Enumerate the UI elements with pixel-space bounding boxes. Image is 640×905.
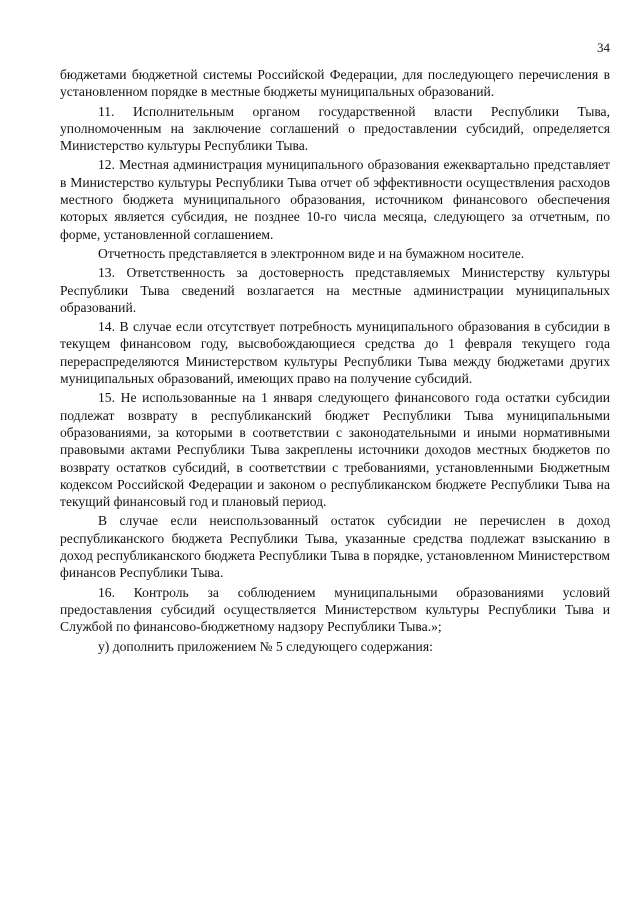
paragraph-item-16: 16. Контроль за соблюдением муниципальными образованиями условий предоставления субсидий осуществляется Министерством культуры Республики Тыва и Службой по финансово-бюджетному надзору Республики Тыва.»; [60, 584, 610, 635]
page-number: 34 [597, 40, 610, 55]
paragraph-amendment-u: у) дополнить приложением № 5 следующего содержания: [98, 638, 433, 654]
document-body [60, 66, 610, 657]
paragraph-unused-balance: В случае если неиспользованный остаток субсидии не перечислен в доход республиканского бюджета Республики Тыва, указанные средства подлежат взысканию в доход республиканского бюджета Республики Тыва в порядке, установленном Министерством финансов Республики Тыва. [60, 513, 610, 581]
paragraph-item-12: 12. Местная администрация муниципального образования ежеквартально представляет в Министерство культуры Республики Тыва отчет об эффективности осуществления расходов местного бюджета муниципального образования, источником финансового обеспечения которых является субсидия, не позднее 10-го числа месяца, следующего за отчетным, по форме, установленной соглашением. [60, 157, 610, 242]
paragraph-item-14: 14. В случае если отсутствует потребность муниципального образования в субсидии в текущем финансовом году, высвобождающиеся средства до 1 февраля текущего года перераспределяются Министерством культуры Республики Тыва между бюджетами других муниципальных образований, имеющих право на получение субсидий. [60, 319, 610, 387]
paragraph-item-13: 13. Ответственность за достоверность представляемых Министерству культуры Республики Тыва сведений возлагается на местные администрации муниципальных образований. [60, 265, 610, 315]
paragraph-item-11: 11. Исполнительным органом государственной власти Республики Тыва, уполномоченным на заключение соглашений о предоставлении субсидий, определяется Министерство культуры Республики Тыва. [60, 103, 610, 154]
paragraph-reporting: Отчетность представляется в электронном виде и на бумажном носителе. [98, 245, 525, 261]
paragraph-continuation: бюджетами бюджетной системы Российской Федерации, для последующего перечисления в установленном порядке в местные бюджеты муниципальных образований. [60, 67, 610, 100]
paragraph-item-15: 15. Не использованные на 1 января следующего финансового года остатки субсидии подлежат возврату в республиканский бюджет Республики Тыва муниципальными образованиями, за которыми в соответствии с законодательными и иными нормативными правовыми актами Республики Тыва закреплены источники доходов местных бюджетов по возврату остатков субсидий, в соответствии с требованиями, установленными Бюджетным кодексом Российской Федерации и законом о республиканском бюджете Республики Тыва на текущий финансовый год и плановый период. [60, 390, 610, 510]
